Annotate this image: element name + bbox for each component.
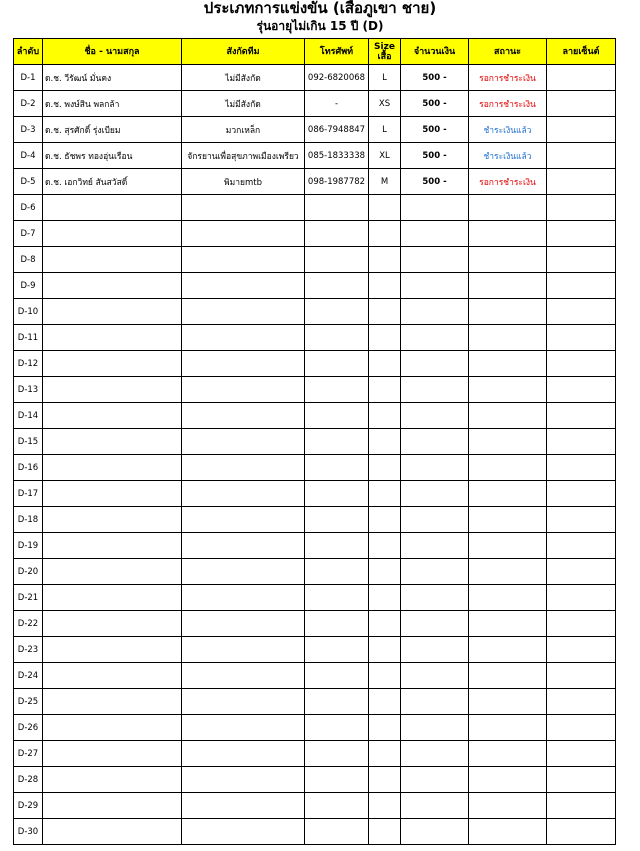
signature-cell <box>547 533 616 559</box>
phone-number <box>305 819 369 845</box>
row-number: D-23 <box>14 637 43 663</box>
table-row <box>14 663 616 689</box>
amount <box>401 325 469 351</box>
signature-cell <box>547 273 616 299</box>
header-size-line2: เสื้อ <box>377 51 392 62</box>
amount: 500 - <box>401 169 469 195</box>
participant-name <box>43 819 182 845</box>
team-name <box>182 377 305 403</box>
shirt-size <box>369 585 401 611</box>
payment-status <box>469 767 547 793</box>
shirt-size <box>369 767 401 793</box>
signature-cell <box>547 91 616 117</box>
header-sign: ลายเซ็นต์ <box>547 39 616 65</box>
payment-status <box>469 611 547 637</box>
signature-cell <box>547 299 616 325</box>
payment-status <box>469 247 547 273</box>
participant-name: ด.ช. วีรัฒน์ มั่นคง <box>43 65 182 91</box>
row-number: D-22 <box>14 611 43 637</box>
team-name <box>182 247 305 273</box>
payment-status <box>469 377 547 403</box>
shirt-size <box>369 351 401 377</box>
payment-status: รอการชำระเงิน <box>469 91 547 117</box>
payment-status <box>469 195 547 221</box>
payment-status <box>469 351 547 377</box>
signature-cell <box>547 585 616 611</box>
phone-number <box>305 273 369 299</box>
shirt-size <box>369 195 401 221</box>
participant-name <box>43 351 182 377</box>
row-number: D-10 <box>14 299 43 325</box>
payment-status: รอการชำระเงิน <box>469 65 547 91</box>
shirt-size <box>369 221 401 247</box>
row-number: D-20 <box>14 559 43 585</box>
participant-name <box>43 273 182 299</box>
payment-status: ชำระเงินแล้ว <box>469 143 547 169</box>
header-status: สถานะ <box>469 39 547 65</box>
phone-number: 085-1833338 <box>305 143 369 169</box>
team-name <box>182 299 305 325</box>
shirt-size <box>369 559 401 585</box>
signature-cell <box>547 481 616 507</box>
header-row <box>14 39 616 65</box>
participant-name <box>43 221 182 247</box>
team-name <box>182 195 305 221</box>
team-name <box>182 325 305 351</box>
signature-cell <box>547 377 616 403</box>
team-name <box>182 585 305 611</box>
shirt-size <box>369 793 401 819</box>
table-row <box>14 585 616 611</box>
signature-cell <box>547 351 616 377</box>
payment-status <box>469 455 547 481</box>
shirt-size <box>369 299 401 325</box>
signature-cell <box>547 689 616 715</box>
shirt-size <box>369 481 401 507</box>
amount <box>401 351 469 377</box>
table-row <box>14 533 616 559</box>
row-number: D-8 <box>14 247 43 273</box>
table-row <box>14 169 616 195</box>
phone-number <box>305 299 369 325</box>
amount <box>401 689 469 715</box>
phone-number <box>305 455 369 481</box>
table-row <box>14 195 616 221</box>
header-name: ชื่อ - นามสกุล <box>43 39 182 65</box>
phone-number <box>305 351 369 377</box>
amount <box>401 507 469 533</box>
registration-table <box>13 38 616 845</box>
table-row <box>14 689 616 715</box>
amount <box>401 403 469 429</box>
table-row <box>14 819 616 845</box>
page-title: ประเภทการแข่งขัน (เสือภูเขา ชาย) <box>203 0 437 17</box>
row-number: D-17 <box>14 481 43 507</box>
header-size-line1: Size <box>374 41 395 52</box>
payment-status <box>469 403 547 429</box>
phone-number <box>305 533 369 559</box>
shirt-size <box>369 377 401 403</box>
header-amount: จำนวนเงิน <box>401 39 469 65</box>
signature-cell <box>547 325 616 351</box>
amount <box>401 585 469 611</box>
shirt-size <box>369 533 401 559</box>
shirt-size: M <box>369 169 401 195</box>
row-number: D-14 <box>14 403 43 429</box>
amount: 500 - <box>401 117 469 143</box>
row-number: D-18 <box>14 507 43 533</box>
table-row <box>14 793 616 819</box>
phone-number <box>305 195 369 221</box>
phone-number <box>305 637 369 663</box>
payment-status: ชำระเงินแล้ว <box>469 117 547 143</box>
shirt-size: XS <box>369 91 401 117</box>
row-number: D-19 <box>14 533 43 559</box>
signature-cell <box>547 715 616 741</box>
phone-number <box>305 403 369 429</box>
shirt-size <box>369 689 401 715</box>
team-name: ไม่มีสังกัด <box>182 65 305 91</box>
amount <box>401 793 469 819</box>
team-name: มวกเหล็ก <box>182 117 305 143</box>
team-name <box>182 741 305 767</box>
team-name <box>182 533 305 559</box>
phone-number <box>305 611 369 637</box>
shirt-size <box>369 819 401 845</box>
payment-status <box>469 429 547 455</box>
signature-cell <box>547 663 616 689</box>
amount <box>401 273 469 299</box>
amount <box>401 637 469 663</box>
amount <box>401 455 469 481</box>
amount <box>401 481 469 507</box>
phone-number <box>305 221 369 247</box>
amount <box>401 663 469 689</box>
table-row <box>14 91 616 117</box>
table-row <box>14 507 616 533</box>
row-number: D-29 <box>14 793 43 819</box>
page-subtitle: รุ่นอายุไม่เกิน 15 ปี (D) <box>256 19 384 33</box>
signature-cell <box>547 221 616 247</box>
amount <box>401 611 469 637</box>
participant-name <box>43 325 182 351</box>
table-row <box>14 299 616 325</box>
row-number: D-6 <box>14 195 43 221</box>
payment-status <box>469 819 547 845</box>
row-number: D-9 <box>14 273 43 299</box>
table-row <box>14 273 616 299</box>
signature-cell <box>547 793 616 819</box>
signature-cell <box>547 741 616 767</box>
row-number: D-28 <box>14 767 43 793</box>
shirt-size <box>369 247 401 273</box>
payment-status <box>469 715 547 741</box>
shirt-size <box>369 273 401 299</box>
table-row <box>14 767 616 793</box>
participant-name: ด.ช. สุรศักดิ์ รุ่งเบียม <box>43 117 182 143</box>
payment-status <box>469 689 547 715</box>
phone-number <box>305 429 369 455</box>
table-row <box>14 741 616 767</box>
header-phone: โทรศัพท์ <box>305 39 369 65</box>
signature-cell <box>547 403 616 429</box>
signature-cell <box>547 819 616 845</box>
header-no: ลำดับ <box>14 39 43 65</box>
participant-name: ด.ช. พงษ์สิน พลกล้า <box>43 91 182 117</box>
payment-status <box>469 325 547 351</box>
row-number: D-7 <box>14 221 43 247</box>
signature-cell <box>547 559 616 585</box>
shirt-size <box>369 429 401 455</box>
amount <box>401 221 469 247</box>
participant-name <box>43 793 182 819</box>
signature-cell <box>547 143 616 169</box>
signature-cell <box>547 637 616 663</box>
phone-number: 092-6820068 <box>305 65 369 91</box>
row-number: D-5 <box>14 169 43 195</box>
participant-name <box>43 689 182 715</box>
signature-cell <box>547 455 616 481</box>
row-number: D-15 <box>14 429 43 455</box>
amount <box>401 429 469 455</box>
participant-name <box>43 195 182 221</box>
participant-name <box>43 481 182 507</box>
signature-cell <box>547 169 616 195</box>
phone-number <box>305 767 369 793</box>
phone-number <box>305 585 369 611</box>
table-row <box>14 221 616 247</box>
team-name <box>182 507 305 533</box>
participant-name <box>43 299 182 325</box>
team-name: ไม่มีสังกัด <box>182 91 305 117</box>
team-name: พิมายmtb <box>182 169 305 195</box>
team-name <box>182 637 305 663</box>
shirt-size <box>369 507 401 533</box>
header-size <box>369 39 401 65</box>
row-number: D-25 <box>14 689 43 715</box>
table-row <box>14 117 616 143</box>
row-number: D-13 <box>14 377 43 403</box>
signature-cell <box>547 611 616 637</box>
shirt-size <box>369 455 401 481</box>
payment-status <box>469 299 547 325</box>
team-name <box>182 559 305 585</box>
participant-name <box>43 533 182 559</box>
row-number: D-1 <box>14 65 43 91</box>
phone-number <box>305 247 369 273</box>
participant-name <box>43 377 182 403</box>
shirt-size: L <box>369 65 401 91</box>
participant-name <box>43 429 182 455</box>
participant-name <box>43 663 182 689</box>
phone-number <box>305 663 369 689</box>
team-name <box>182 767 305 793</box>
phone-number <box>305 507 369 533</box>
table-row <box>14 247 616 273</box>
phone-number <box>305 741 369 767</box>
shirt-size <box>369 325 401 351</box>
amount <box>401 299 469 325</box>
participant-name <box>43 403 182 429</box>
team-name <box>182 221 305 247</box>
table-row <box>14 429 616 455</box>
phone-number <box>305 689 369 715</box>
amount: 500 - <box>401 143 469 169</box>
participant-name <box>43 767 182 793</box>
payment-status <box>469 741 547 767</box>
team-name <box>182 715 305 741</box>
payment-status <box>469 637 547 663</box>
shirt-size: XL <box>369 143 401 169</box>
table-row <box>14 403 616 429</box>
team-name <box>182 689 305 715</box>
phone-number: - <box>305 91 369 117</box>
team-name <box>182 351 305 377</box>
payment-status <box>469 663 547 689</box>
row-number: D-30 <box>14 819 43 845</box>
phone-number <box>305 559 369 585</box>
payment-status <box>469 585 547 611</box>
table-row <box>14 65 616 91</box>
table-row <box>14 559 616 585</box>
amount <box>401 247 469 273</box>
shirt-size <box>369 403 401 429</box>
signature-cell <box>547 117 616 143</box>
payment-status <box>469 481 547 507</box>
table-row <box>14 143 616 169</box>
team-name <box>182 403 305 429</box>
row-number: D-3 <box>14 117 43 143</box>
shirt-size <box>369 741 401 767</box>
row-number: D-21 <box>14 585 43 611</box>
amount <box>401 195 469 221</box>
amount <box>401 377 469 403</box>
signature-cell <box>547 247 616 273</box>
team-name <box>182 481 305 507</box>
signature-cell <box>547 195 616 221</box>
phone-number <box>305 377 369 403</box>
amount: 500 - <box>401 65 469 91</box>
phone-number: 098-1987782 <box>305 169 369 195</box>
phone-number <box>305 325 369 351</box>
row-number: D-11 <box>14 325 43 351</box>
table-row <box>14 611 616 637</box>
header-team: สังกัดทีม <box>182 39 305 65</box>
row-number: D-2 <box>14 91 43 117</box>
participant-name <box>43 247 182 273</box>
signature-cell <box>547 429 616 455</box>
payment-status <box>469 273 547 299</box>
signature-cell <box>547 767 616 793</box>
amount <box>401 819 469 845</box>
payment-status <box>469 793 547 819</box>
shirt-size <box>369 715 401 741</box>
participant-name <box>43 559 182 585</box>
shirt-size <box>369 611 401 637</box>
row-number: D-16 <box>14 455 43 481</box>
shirt-size <box>369 637 401 663</box>
signature-cell <box>547 507 616 533</box>
table-row <box>14 455 616 481</box>
participant-name <box>43 611 182 637</box>
team-name <box>182 455 305 481</box>
signature-cell <box>547 65 616 91</box>
phone-number: 086-7948847 <box>305 117 369 143</box>
amount <box>401 559 469 585</box>
phone-number <box>305 793 369 819</box>
row-number: D-24 <box>14 663 43 689</box>
participant-name <box>43 585 182 611</box>
row-number: D-4 <box>14 143 43 169</box>
table-row <box>14 481 616 507</box>
participant-name <box>43 741 182 767</box>
table-row <box>14 637 616 663</box>
table-row <box>14 351 616 377</box>
participant-name <box>43 455 182 481</box>
participant-name <box>43 637 182 663</box>
participant-name <box>43 507 182 533</box>
payment-status <box>469 507 547 533</box>
row-number: D-26 <box>14 715 43 741</box>
team-name <box>182 429 305 455</box>
amount <box>401 715 469 741</box>
shirt-size <box>369 663 401 689</box>
team-name <box>182 819 305 845</box>
table-row <box>14 377 616 403</box>
row-number: D-12 <box>14 351 43 377</box>
shirt-size: L <box>369 117 401 143</box>
participant-name: ด.ช. ธัชพร ทองอุ่นเรือน <box>43 143 182 169</box>
phone-number <box>305 715 369 741</box>
row-number: D-27 <box>14 741 43 767</box>
amount: 500 - <box>401 91 469 117</box>
amount <box>401 767 469 793</box>
phone-number <box>305 481 369 507</box>
team-name <box>182 793 305 819</box>
payment-status <box>469 533 547 559</box>
participant-name <box>43 715 182 741</box>
payment-status <box>469 559 547 585</box>
team-name <box>182 273 305 299</box>
participant-name: ด.ช. เอกวิทย์ สันสวัสดิ์ <box>43 169 182 195</box>
table-row <box>14 715 616 741</box>
amount <box>401 741 469 767</box>
team-name: จักรยานเพื่อสุขภาพเมืองเพรียว <box>182 143 305 169</box>
payment-status <box>469 221 547 247</box>
amount <box>401 533 469 559</box>
team-name <box>182 663 305 689</box>
payment-status: รอการชำระเงิน <box>469 169 547 195</box>
team-name <box>182 611 305 637</box>
table-row <box>14 325 616 351</box>
